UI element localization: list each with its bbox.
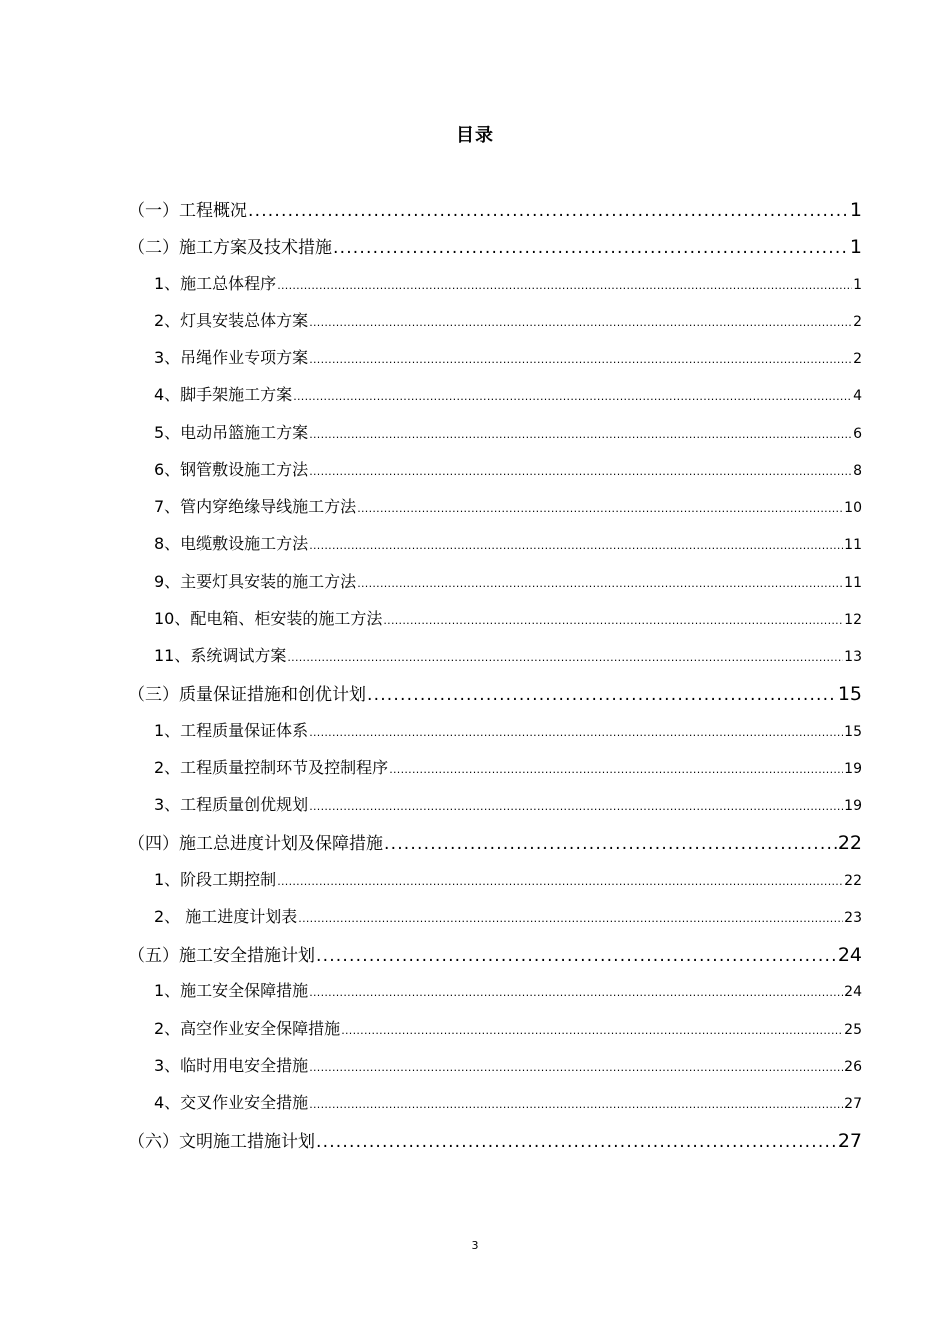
toc-subsection-entry[interactable] [128, 271, 862, 308]
toc-entry-page-number: 27 [844, 1096, 862, 1112]
toc-dot-leader [341, 1024, 843, 1037]
toc-dot-leader [309, 1061, 843, 1074]
toc-entry-label: 10、配电箱、柜安装的施工方法 [154, 608, 383, 628]
toc-entry-page-number: 10 [844, 500, 862, 516]
toc-entry-page-number: 12 [844, 611, 862, 628]
toc-subsection-entry[interactable] [128, 867, 862, 904]
toc-entry-page-number: 2 [853, 351, 862, 367]
toc-entry-page-number: 23 [844, 909, 862, 926]
toc-entry-page-number: 4 [853, 388, 862, 405]
toc-subsection-entry[interactable] [128, 345, 862, 382]
toc-entry-page-number: 1 [849, 199, 862, 221]
toc-dot-leader [357, 577, 843, 590]
toc-entry-page-number: 24 [837, 944, 862, 966]
toc-subsection-entry[interactable] [128, 792, 862, 829]
toc-subsection-entry[interactable] [128, 531, 862, 568]
toc-entry-label: 8、电缆敷设施工方法 [154, 534, 309, 554]
toc-dot-leader [383, 614, 843, 627]
toc-section-entry[interactable] [128, 680, 862, 717]
toc-entry-label: 6、钢管敷设施工方法 [154, 459, 309, 479]
toc-dot-leader [357, 502, 843, 515]
toc-entry-page-number: 2 [853, 313, 862, 330]
toc-entry-label: 7、管内穿绝缘导线施工方法 [154, 497, 357, 516]
toc-entry-page-number: 25 [844, 1021, 862, 1038]
toc-entry-page-number: 22 [844, 872, 862, 889]
toc-subsection-entry[interactable] [128, 904, 862, 941]
toc-subsection-entry[interactable] [128, 569, 862, 606]
toc-entry-page-number: 19 [844, 798, 862, 814]
toc-section-entry[interactable] [128, 829, 862, 866]
toc-entry-label: 3、临时用电安全措施 [154, 1055, 309, 1075]
toc-section-entry[interactable] [128, 1127, 862, 1164]
toc-entry-page-number: 6 [853, 425, 862, 442]
toc-subsection-entry[interactable] [128, 755, 862, 792]
toc-subsection-entry[interactable] [128, 420, 862, 457]
toc-entry-page-number: 15 [837, 683, 862, 706]
toc-section-entry[interactable] [128, 196, 862, 233]
toc-subsection-entry[interactable] [128, 308, 862, 345]
toc-entry-page-number: 24 [844, 984, 862, 1001]
toc-section-entry[interactable] [128, 233, 862, 270]
toc-entry-label: 9、主要灯具安装的施工方法 [154, 571, 357, 591]
toc-entry-page-number: 27 [837, 1130, 862, 1153]
toc-dot-leader [298, 912, 843, 925]
toc-dot-leader [309, 539, 843, 552]
toc-subsection-entry[interactable] [128, 643, 862, 680]
toc-dot-leader [287, 651, 843, 664]
toc-dot-leader [293, 390, 852, 403]
toc-entry-label: （五）施工安全措施计划 [128, 946, 315, 966]
page-title: 目录 [456, 125, 494, 146]
toc-dot-leader [389, 763, 843, 776]
toc-entry-label: （三）质量保证措施和创优计划 [128, 685, 366, 706]
toc-entry-label: 1、施工安全保障措施 [154, 981, 309, 1001]
toc-dot-leader [309, 353, 852, 366]
toc-subsection-entry[interactable] [128, 382, 862, 419]
toc-subsection-entry[interactable] [128, 1053, 862, 1090]
toc-entry-label: 2、灯具安装总体方案 [154, 310, 309, 330]
toc-entry-label: 11、系统调试方案 [154, 646, 287, 665]
toc-subsection-entry[interactable] [128, 606, 862, 643]
toc-entry-label: （一）工程概况 [128, 201, 247, 221]
toc-entry-page-number: 19 [844, 760, 862, 777]
toc-dot-leader [316, 946, 837, 966]
toc-entry-label: （四）施工总进度计划及保障措施 [128, 834, 383, 855]
toc-entry-label: 4、交叉作业安全措施 [154, 1093, 309, 1112]
toc-dot-leader [333, 238, 849, 258]
toc-entry-page-number: 11 [844, 537, 862, 554]
toc-section-entry[interactable] [128, 941, 862, 978]
toc-dot-leader [248, 201, 849, 221]
toc-dot-leader [316, 1132, 837, 1152]
toc-dot-leader [309, 316, 852, 329]
toc-subsection-entry[interactable] [128, 1016, 862, 1053]
toc-subsection-entry[interactable] [128, 1090, 862, 1127]
toc-entry-page-number: 15 [844, 723, 862, 740]
toc-entry-page-number: 13 [844, 649, 862, 665]
toc-subsection-entry[interactable] [128, 718, 862, 755]
toc-entry-label: 3、工程质量创优规划 [154, 795, 309, 814]
toc-entry-page-number: 8 [853, 462, 862, 479]
toc-entry-page-number: 1 [849, 236, 862, 259]
toc-entry-label: 2、 施工进度计划表 [154, 906, 298, 926]
toc-entry-label: 4、脚手架施工方案 [154, 385, 293, 405]
toc-dot-leader [309, 726, 843, 739]
toc-entry-label: 1、工程质量保证体系 [154, 720, 309, 740]
toc-entry-page-number: 11 [844, 574, 862, 591]
toc-subsection-entry[interactable] [128, 457, 862, 494]
toc-subsection-entry[interactable] [128, 494, 862, 531]
toc-subsection-entry[interactable] [128, 978, 862, 1015]
toc-entry-label: （六）文明施工措施计划 [128, 1132, 315, 1153]
toc-dot-leader [384, 834, 837, 854]
toc-dot-leader [309, 428, 852, 441]
toc-dot-leader [309, 465, 852, 478]
toc-entry-label: 2、工程质量控制环节及控制程序 [154, 757, 389, 777]
page-number: 3 [471, 1239, 479, 1252]
toc-entry-label: 1、阶段工期控制 [154, 869, 277, 889]
toc-entry-page-number: 22 [837, 832, 862, 855]
toc-dot-leader [309, 1098, 843, 1111]
toc-entry-label: 2、高空作业安全保障措施 [154, 1018, 341, 1038]
toc-entry-label: 5、电动吊篮施工方案 [154, 422, 309, 442]
toc-entry-label: （二）施工方案及技术措施 [128, 238, 332, 259]
toc-entry-label: 1、施工总体程序 [154, 273, 277, 293]
toc-dot-leader [277, 279, 852, 292]
toc-entry-page-number: 1 [853, 276, 862, 293]
toc-dot-leader [367, 685, 837, 705]
toc-entry-label: 3、吊绳作业专项方案 [154, 348, 309, 367]
toc-dot-leader [277, 875, 843, 888]
toc-entry-page-number: 26 [844, 1058, 862, 1075]
toc-dot-leader [309, 986, 843, 999]
table-of-contents [128, 196, 862, 1165]
toc-dot-leader [309, 800, 843, 813]
